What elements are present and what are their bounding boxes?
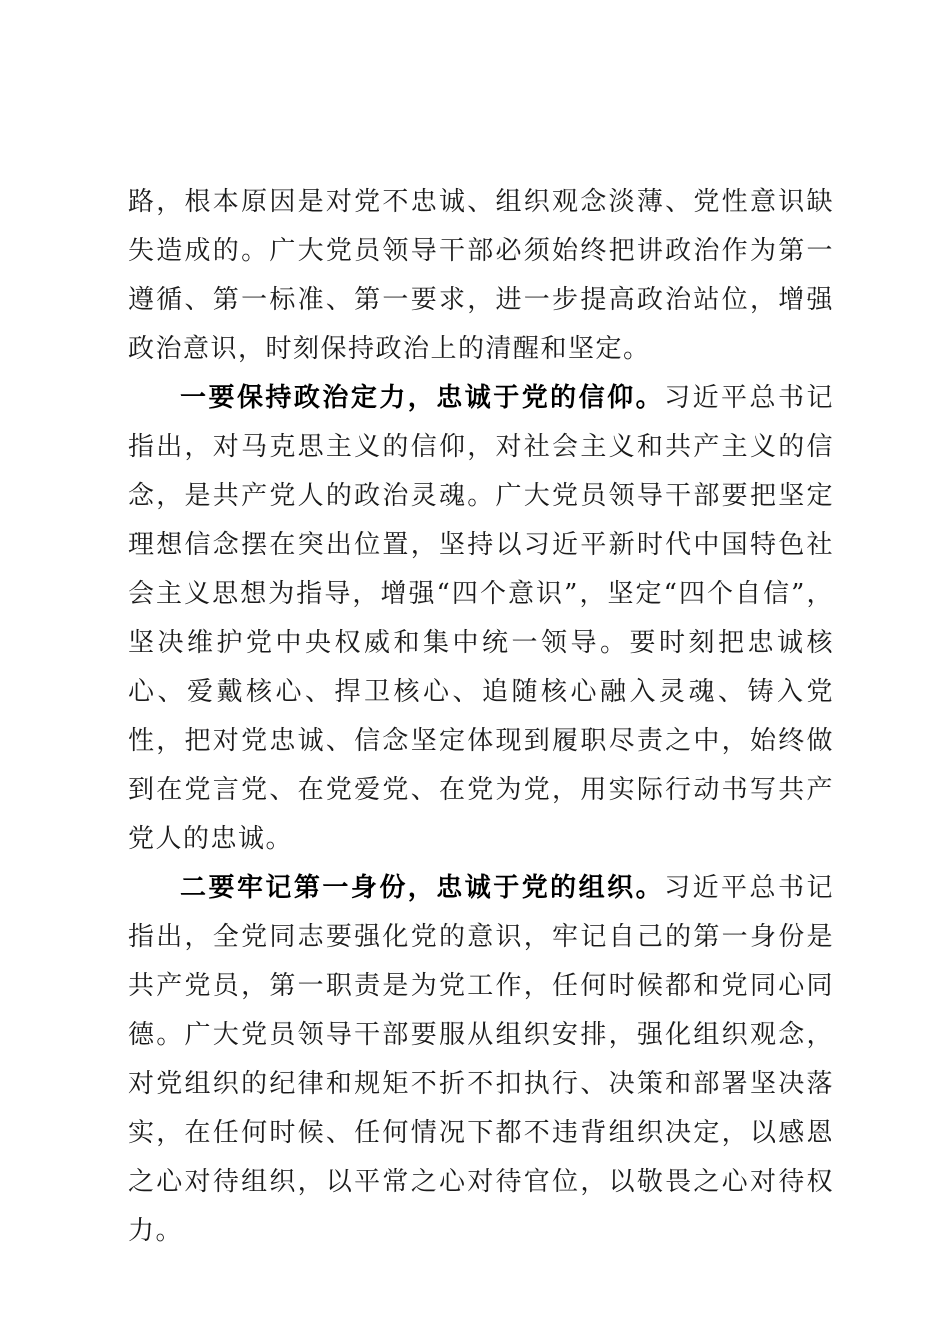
paragraph-text: 习近平总书记指出，全党同志要强化党的意识，牢记自己的第一身份是共产党员，第一职责是为党工作，任何时候都和党同心同德。广大党员领导干部要服从组织安排，强化组织观念，对党组织的纪律和规矩不折不扣执行、决策和部署坚决落实，在任何时候、任何情况下都不违背组织决定，以感恩之心对待组织，以平常之心对待官位，以敬畏之心对待权力。 bbox=[128, 873, 834, 1246]
paragraph-political-resolve bbox=[128, 374, 834, 864]
paragraph-intro bbox=[128, 178, 834, 374]
paragraph-heading: 二要牢记第一身份，忠诚于党的组织。 bbox=[180, 873, 665, 903]
document-body bbox=[128, 178, 834, 1256]
paragraph-text: 习近平总书记指出，对马克思主义的信仰，对社会主义和共产主义的信念，是共产党人的政治灵魂。广大党员领导干部要把坚定理想信念摆在突出位置，坚持以习近平新时代中国特色社会主义思想为指导，增强“四个意识”，坚定“四个自信”，坚决维护党中央权威和集中统一领导。要时刻把忠诚核心、爱戴核心、捍卫核心、追随核心融入灵魂、铸入党性，把对党忠诚、信念坚定体现到履职尽责之中，始终做到在党言党、在党爱党、在党为党，用实际行动书写共产党人的忠诚。 bbox=[128, 383, 834, 854]
paragraph-text: 路，根本原因是对党不忠诚、组织观念淡薄、党性意识缺失造成的。广大党员领导干部必须始终把讲政治作为第一遵循、第一标准、第一要求，进一步提高政治站位，增强政治意识，时刻保持政治上的清醒和坚定。 bbox=[128, 187, 834, 364]
paragraph-heading: 一要保持政治定力，忠诚于党的信仰。 bbox=[180, 383, 665, 413]
paragraph-first-identity bbox=[128, 864, 834, 1256]
